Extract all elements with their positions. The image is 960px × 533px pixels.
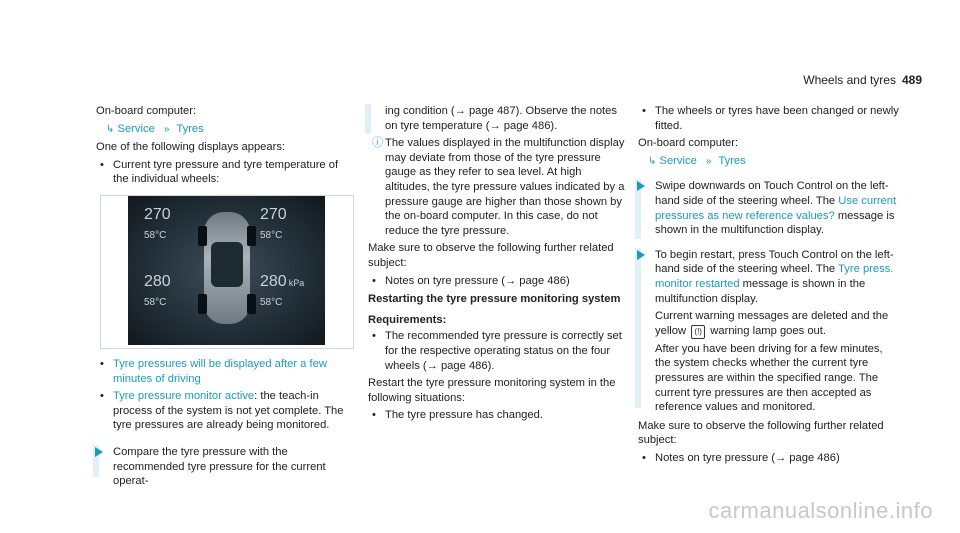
- display-message-link: Use current pressures as new reference values?: [655, 194, 897, 222]
- rr-unit: kPa: [288, 277, 305, 288]
- section-heading: Restarting the tyre pressure monitoring system: [368, 293, 621, 306]
- list-item: • Notes on tyre pressure (→ page 486): [642, 451, 840, 464]
- menu-service: Service: [659, 154, 697, 167]
- car-top-view: [204, 212, 250, 324]
- make-sure-text: Make sure to observe the following further related subject:: [638, 419, 884, 447]
- list-item: • Tyre pressure monitor active: the teach-in process of the system is not yet complete. The tyre pressures are already being monitored.: [100, 390, 344, 432]
- wheel-fr: [247, 226, 256, 246]
- rl-temp: 58°C: [144, 296, 167, 308]
- step-continued: ing condition (→ page 487). Observe the notes on tyre temperature (→ page 486).: [368, 104, 626, 133]
- wheel-rr: [247, 294, 256, 314]
- page-header: [803, 73, 922, 87]
- menu-tyres: Tyres: [718, 154, 746, 167]
- step-triangle-icon: [637, 181, 645, 191]
- list-item: • The tyre pressure has changed.: [372, 409, 543, 422]
- column-2: [368, 104, 626, 426]
- tyre-warning-icon: (!): [691, 325, 705, 339]
- fl-temp: 58°C: [144, 229, 167, 241]
- list-item: • The recommended tyre pressure is correctly set for the respective operating status on the four wheels (→ page 486).: [372, 330, 622, 372]
- info-note: ⓘ The values displayed in the multifunction display may deviate from those of the tyre pressure gauge as they refer to sea level. At high altitudes, the tyre pressure values indicated by a pressure gauge are higher than those shown by the on-board computer. In this case, do not reduce the tyre pressure.: [372, 137, 625, 237]
- double-chevron-icon: »: [163, 123, 170, 135]
- list-item-text: Current tyre pressure and tyre temperature of the individual wheels:: [113, 158, 339, 186]
- arrow-return-icon: ↳: [106, 123, 115, 135]
- step-triangle-icon: [637, 250, 645, 260]
- tyre-pressure-display: [128, 196, 325, 345]
- column-3: [638, 104, 900, 468]
- column-1: [96, 104, 354, 493]
- display-image-frame: [100, 195, 354, 349]
- fr-temp: 58°C: [260, 229, 283, 241]
- list-item: • Notes on tyre pressure (→ page 486): [372, 274, 570, 287]
- rl-pressure: 280: [144, 272, 171, 290]
- step-swipe: Swipe downwards on Touch Control on the left-hand side of the steering wheel. The Use current pressures as new reference values? message is shown in the multifunction display.: [638, 179, 900, 237]
- watermark: carmanualsonline.info: [708, 498, 933, 523]
- onboard-intro: On-board computer:: [96, 105, 197, 117]
- fr-pressure: 270: [260, 205, 287, 223]
- make-sure-text: Make sure to observe the following further related subject:: [368, 242, 614, 269]
- list-item-text: : the teach-in process of the system is not yet complete. The tyre pressures are already being monitored.: [113, 390, 344, 432]
- restart-intro: Restart the tyre pressure monitoring system in the following situations:: [368, 377, 616, 404]
- section-title: Wheels and tyres: [803, 73, 896, 87]
- menu-service: Service: [117, 122, 155, 135]
- display-message-link: Tyre press. monitor restarted: [655, 263, 894, 290]
- page-number: 489: [901, 73, 922, 87]
- requirements-heading: Requirements:: [368, 313, 447, 326]
- display-message-link: Tyre pressure monitor active: [113, 390, 255, 403]
- arrow-return-icon: ↳: [648, 155, 657, 167]
- display-message-link: Tyre pressures will be displayed after a few minutes of driving: [113, 357, 327, 385]
- list-item: • The wheels or tyres have been changed or newly fitted.: [642, 105, 899, 132]
- list-item: • Tyre pressures will be displayed after a few minutes of driving: [100, 357, 327, 385]
- wheel-rl: [198, 294, 207, 314]
- menu-path: [96, 122, 354, 138]
- following-text: One of the following displays appears:: [96, 141, 286, 154]
- step-triangle-icon: [95, 447, 103, 457]
- warning-text: Current warning messages are deleted and the yellow (!) warning lamp goes out.: [655, 310, 889, 337]
- list-item: • Current tyre pressure and tyre temperature of the individual wheels:: [100, 158, 339, 186]
- rr-temp: 58°C: [260, 296, 283, 308]
- rr-pressure: 280 kPa: [260, 272, 305, 290]
- step-compare: Compare the tyre pressure with the recommended tyre pressure for the current operat-: [96, 445, 354, 489]
- onboard-intro: On-board computer:: [638, 137, 739, 150]
- after-driving-text: After you have been driving for a few minutes, the system checks whether the current tyre pressures are within the specified range. The current tyre pressures are then accepted as reference values and monitored.: [655, 342, 883, 414]
- wheel-fl: [198, 226, 207, 246]
- menu-tyres: Tyres: [176, 122, 204, 135]
- menu-path: [638, 154, 900, 170]
- double-chevron-icon: »: [705, 155, 712, 167]
- info-icon: ⓘ: [372, 137, 384, 150]
- step-restart: To begin restart, press Touch Control on the left-hand side of the steering wheel. The Tyre press. monitor restarted message is shown in the multifunction display. Current warning messages are deleted and the yellow (!) warning lamp goes out. After you have been driving for a few minutes, the system checks whether the current tyre pressures are within the specified range. The current tyre pressures are then accepted as reference values and monitored.: [638, 248, 900, 415]
- fl-pressure: 270: [144, 205, 171, 223]
